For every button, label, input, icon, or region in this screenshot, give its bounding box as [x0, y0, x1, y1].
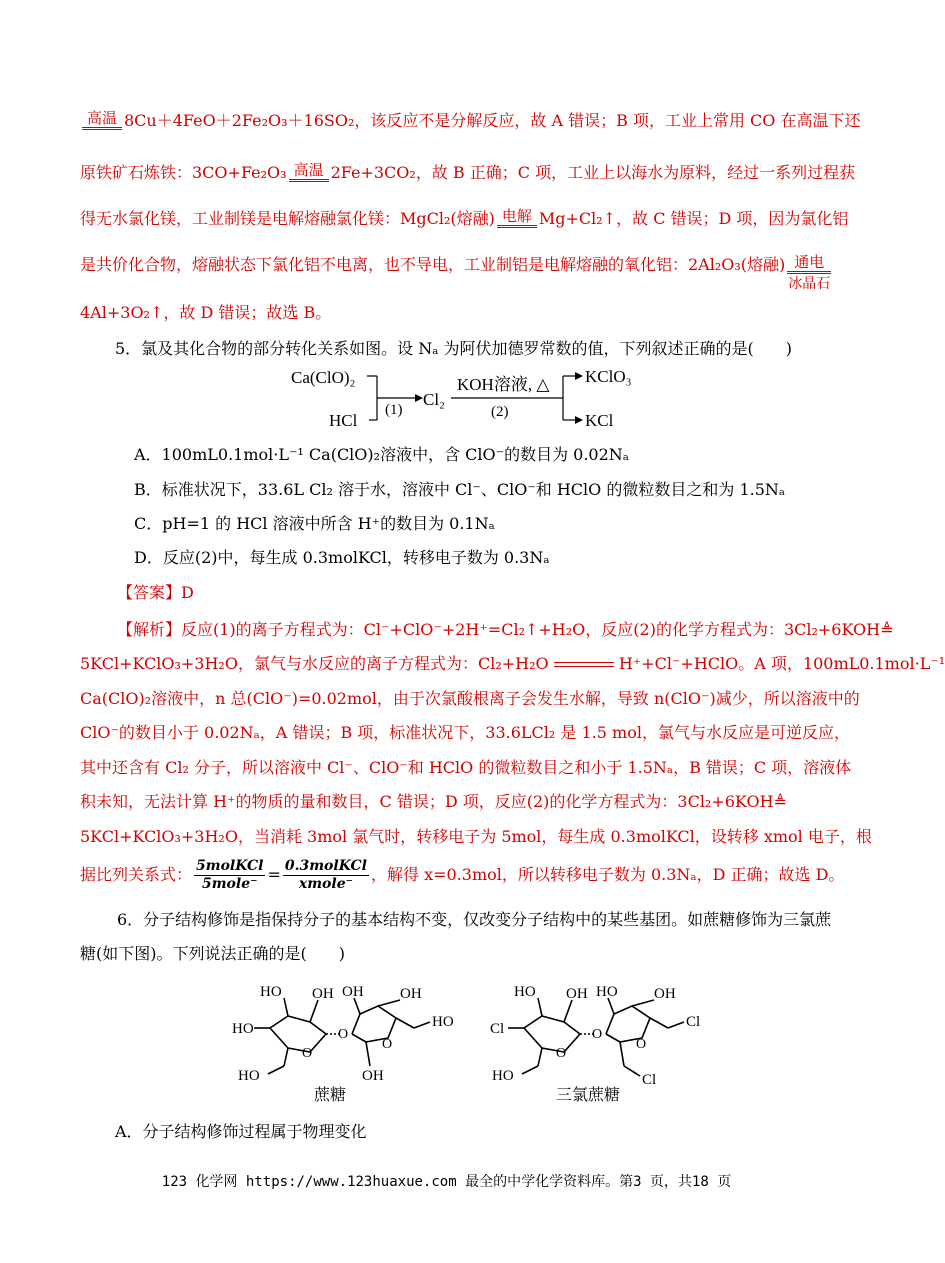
step-1-label: (1): [385, 402, 403, 418]
analysis-line-1: 【解析】反应(1)的离子方程式为：Cl⁻+ClO⁻+2H⁺=Cl₂↑+H₂O，反应(2)的化学方程式为：3Cl₂+6KOH≜: [117, 620, 894, 639]
condition-electrolysis: 电解: [497, 208, 537, 230]
condition-high-temp: 高温: [82, 110, 122, 132]
product-kcl: KCl: [585, 411, 614, 430]
analysis-line-5: 其中还含有 Cl₂ 分子，所以溶液中 Cl⁻、ClO⁻和 HClO 的微粒数目之和小于 1.5Nₐ，B 错误；C 项，溶液体: [80, 758, 852, 777]
solution-line-5: 4Al+3O₂↑，故 D 错误；故选 B。: [80, 303, 332, 322]
answer-label: 【答案】D: [117, 583, 194, 602]
sucralose-oh-1: OH: [566, 986, 588, 1002]
chlorine-conversion-diagram: [285, 364, 645, 436]
sucrose-bridge-o: O: [338, 1027, 349, 1042]
solution-line-2: 原铁矿石炼铁：3CO+Fe₂O₃ 高温 2Fe+3CO₂，故 B 正确；C 项，工业上以海水为原料，经过一系列过程获: [80, 161, 856, 182]
question-6-stem-2: 糖(如下图)。下列说法正确的是( ): [80, 944, 345, 963]
sucralose-ho-1: HO: [514, 984, 536, 1000]
option-a[interactable]: A．100mL0.1mol·L⁻¹ Ca(ClO)₂溶液中，含 ClO⁻的数目为 0.02Nₐ: [134, 445, 629, 464]
analysis-line-4: ClO⁻的数目小于 0.02Nₐ，A 错误；B 项，标准状况下，33.6LCl₂ 是 1.5 mol，氯气与水反应是可逆反应，: [80, 723, 850, 742]
analysis-line-8: 据比列关系式： $\frac{\text{5molKCl}}{\text{5mole⁻}}$ = $\frac{\text{0.3molKCl}}{\text{xmole⁻}}$ ，解得 x=0.3mol，所以转移电子数为 0.3Nₐ，D 正确；故选 D。: [80, 858, 845, 892]
sucralose-ring-o-1: O: [556, 1046, 567, 1061]
sucralose-cl-right: Cl: [686, 1014, 701, 1030]
product-kclo3: KClO₃: [585, 367, 632, 386]
sucralose-ho-bottom: HO: [492, 1068, 514, 1084]
ratio-fraction-1: $\frac{\text{5molKCl}}{\text{5mole⁻}}$: [196, 858, 264, 892]
option-b[interactable]: B．标准状况下，33.6L Cl₂ 溶于水，溶液中 Cl⁻、ClO⁻和 HClO 的微粒数目之和为 1.5Nₐ: [134, 480, 786, 499]
option-c[interactable]: C．pH=1 的 HCl 溶液中所含 H⁺的数目为 0.1Nₐ: [134, 514, 495, 533]
solution-line-3: 得无水氯化镁，工业制镁是电解熔融氯化镁：MgCl₂(熔融) 电解 Mg+Cl₂↑，故 C 错误；D 项，因为氯化铝: [80, 207, 849, 228]
sucrose-oh-2: OH: [312, 986, 334, 1002]
q6-option-a[interactable]: A．分子结构修饰过程属于物理变化: [115, 1122, 367, 1141]
sucrose-ring-o-2: O: [382, 1037, 393, 1052]
reactant-caclo2: Ca(ClO)₂: [291, 368, 356, 387]
question-6-stem-1: 6．分子结构修饰是指保持分子的基本结构不变，仅改变分子结构中的某些基团。如蔗糖修饰为三氯蔗: [117, 910, 832, 929]
condition-electricity: 通电 冰晶石: [788, 253, 831, 292]
sucrose-structure: [228, 976, 468, 1106]
sucrose-oh-4: OH: [400, 986, 422, 1002]
sucrose-ho-bottom: HO: [238, 1068, 260, 1084]
analysis-line-3: Ca(ClO)₂溶液中，n 总(ClO⁻)=0.02mol，由于次氯酸根离子会发生水解，导致 n(ClO⁻)减少，所以溶液中的: [80, 689, 860, 708]
sucralose-cl-bottom: Cl: [642, 1072, 657, 1088]
sucrose-ho-left: HO: [232, 1021, 254, 1037]
sucrose-oh-right: HO: [432, 1014, 454, 1030]
sucrose-ring-o-1: O: [302, 1046, 313, 1061]
ratio-fraction-2: $\frac{\text{0.3molKCl}}{\text{xmole⁻}}$: [284, 858, 367, 892]
question-5-stem: 5．氯及其化合物的部分转化关系如图。设 Nₐ 为阿伏加德罗常数的值，下列叙述正确的是( ): [115, 339, 793, 358]
condition-high-temp: 高温: [289, 162, 329, 184]
reversible-arrow: [554, 660, 614, 670]
step-2-label: (2): [491, 404, 509, 420]
sucrose-oh-3: OH: [342, 984, 364, 1000]
solution-line-1: 高温 8Cu＋4FeO＋2Fe₂O₃＋16SO₂，该反应不是分解反应，故 A 错误；B 项，工业上常用 CO 在高温下还: [80, 110, 820, 132]
sucralose-caption: 三氯蔗糖: [556, 1087, 621, 1104]
sucralose-structure: [482, 976, 722, 1106]
analysis-line-2: 5KCl+KClO₃+3H₂O，氯气与水反应的离子方程式为：Cl₂+H₂O H⁺+Cl⁻+HClO。A 项，100mL0.1mol·L⁻¹: [80, 654, 945, 673]
reactant-hcl: HCl: [329, 411, 358, 430]
sucrose-oh-bottom: OH: [362, 1068, 384, 1084]
sucralose-cl-left: Cl: [490, 1021, 505, 1037]
sucralose-ho-2: HO: [596, 984, 618, 1000]
sucralose-bridge-o: O: [592, 1027, 603, 1042]
analysis-line-6: 积未知，无法计算 H⁺的物质的量和数目，C 错误；D 项，反应(2)的化学方程式为：3Cl₂+6KOH≜: [80, 792, 787, 811]
sucralose-ring-o-2: O: [636, 1037, 647, 1052]
solution-line-4: 是共价化合物，熔融状态下氯化铝不电离，也不导电，工业制铝是电解熔融的氧化铝：2Al₂O₃(熔融) 通电 冰晶石: [80, 253, 831, 292]
middle-cl2: Cl₂: [423, 390, 445, 409]
sucralose-oh-2: OH: [654, 986, 676, 1002]
sucrose-oh-1: HO: [260, 984, 282, 1000]
sucrose-caption: 蔗糖: [314, 1087, 347, 1104]
analysis-line-7: 5KCl+KClO₃+3H₂O，当消耗 3mol 氯气时，转移电子为 5mol，每生成 0.3molKCl，设转移 xmol 电子，根: [80, 827, 872, 846]
step-2-condition: KOH溶液, △: [457, 375, 550, 394]
option-d[interactable]: D．反应(2)中，每生成 0.3molKCl，转移电子数为 0.3Nₐ: [134, 548, 550, 567]
page-footer: 123 化学网 https://www.123huaxue.com 最全的中学化学资料库。第3 页，共18 页: [161, 1174, 732, 1190]
